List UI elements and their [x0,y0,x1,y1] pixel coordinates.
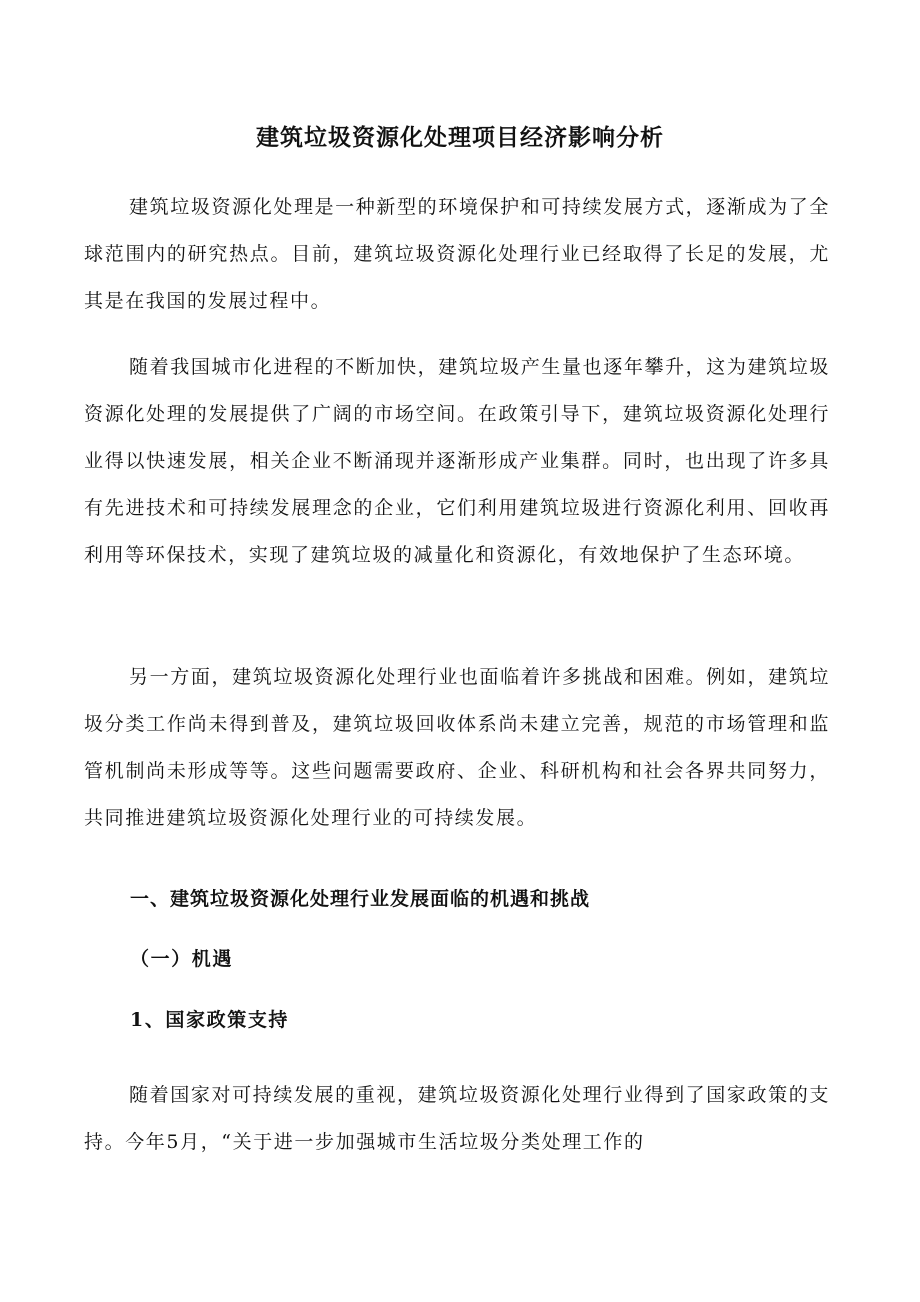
subsection-heading: （一）机遇 [130,948,234,970]
challenges-paragraph: 另一方面，建筑垃圾资源化处理行业也面临着许多挑战和困难。例如，建筑垃圾分类工作尚未得到普及，建筑垃圾回收体系尚未建立完善，规范的市场管理和监管机制尚未形成等等。这些问题需要政府、企业、科研机构和社会各界共同努力，共同推进建筑垃圾资源化处理行业的可持续发展。 [84,666,830,829]
intro-paragraph: 建筑垃圾资源化处理是一种新型的环境保护和可持续发展方式，逐渐成为了全球范围内的研究热点。目前，建筑垃圾资源化处理行业已经取得了长足的发展，尤其是在我国的发展过程中。 [84,196,830,312]
document-title: 建筑垃圾资源化处理项目经济影响分析 [256,124,664,151]
section-heading: 一、建筑垃圾资源化处理行业发展面临的机遇和挑战 [130,888,591,910]
item-heading: 1、国家政策支持 [130,1009,290,1031]
urbanization-paragraph: 随着我国城市化进程的不断加快，建筑垃圾产生量也逐年攀升，这为建筑垃圾资源化处理的发展提供了广阔的市场空间。在政策引导下，建筑垃圾资源化处理行业得以快速发展，相关企业不断涌现并逐渐形成产业集群。同时，也出现了许多具有先进技术和可持续发展理念的企业，它们利用建筑垃圾进行资源化利用、回收再利用等环保技术，实现了建筑垃圾的减量化和资源化，有效地保护了生态环境。 [84,356,830,566]
policy-paragraph: 随着国家对可持续发展的重视，建筑垃圾资源化处理行业得到了国家政策的支持。今年5月，“关于进一步加强城市生活垃圾分类处理工作的 [84,1084,830,1153]
